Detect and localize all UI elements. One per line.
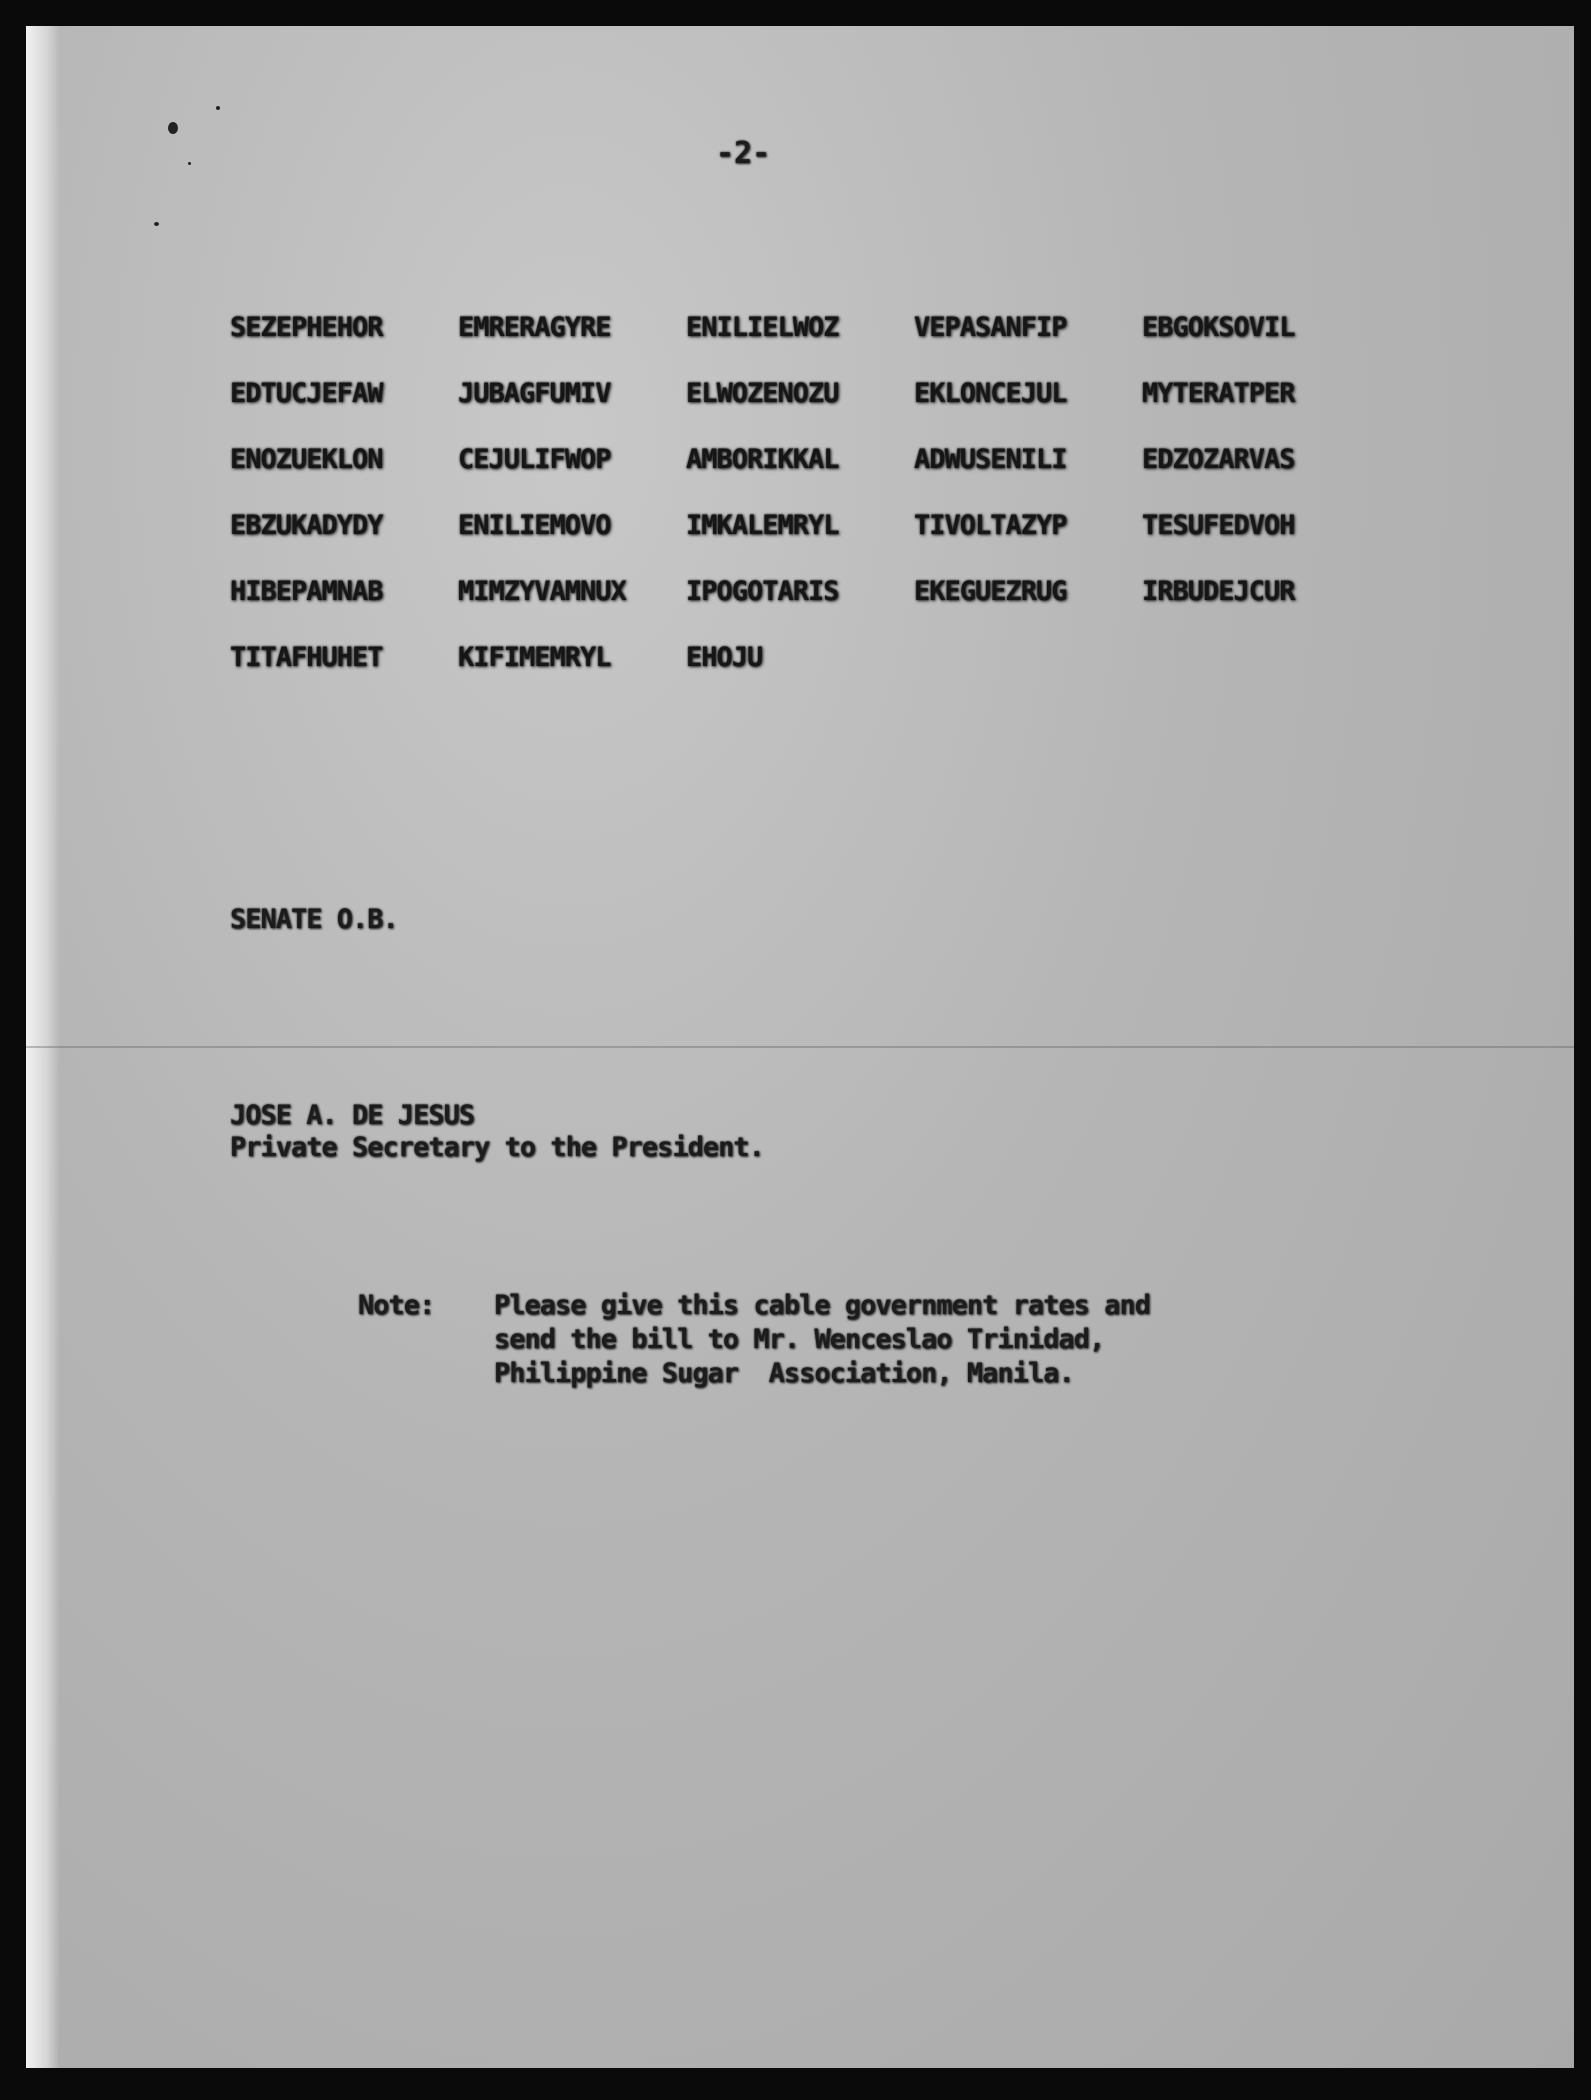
code-group: IMKALEMRYL — [686, 509, 839, 541]
code-row — [230, 558, 1370, 624]
note-line: Philippine Sugar Association, Manila. — [494, 1358, 1074, 1389]
page-number: -2- — [716, 136, 771, 171]
sign-off: SENATE O.B. — [230, 904, 398, 935]
code-group: EHOJU — [686, 641, 763, 673]
code-group: AMBORIKKAL — [686, 443, 839, 475]
code-group: EBZUKADYDY — [230, 509, 383, 541]
fold-line — [26, 1046, 1574, 1048]
code-group: TIVOLTAZYP — [914, 509, 1067, 541]
code-group: EKLONCEJUL — [914, 377, 1067, 409]
code-group: MIMZYVAMNUX — [458, 575, 626, 607]
document-page — [26, 26, 1574, 2068]
code-group: TESUFEDVOH — [1142, 509, 1295, 541]
code-row — [230, 426, 1370, 492]
code-row — [230, 492, 1370, 558]
code-group: VEPASANFIP — [914, 311, 1067, 343]
ink-speck — [188, 162, 191, 165]
code-group: IRBUDEJCUR — [1142, 575, 1295, 607]
signatory-name: JOSE A. DE JESUS — [230, 1100, 475, 1131]
code-row — [230, 360, 1370, 426]
code-row — [230, 624, 1370, 690]
code-row — [230, 294, 1370, 360]
code-group: ENILIELWOZ — [686, 311, 839, 343]
code-group: EKEGUEZRUG — [914, 575, 1067, 607]
code-group: EDZOZARVAS — [1142, 443, 1295, 475]
code-group: IPOGOTARIS — [686, 575, 839, 607]
code-group: CEJULIFWOP — [458, 443, 611, 475]
note-line: Please give this cable government rates and — [494, 1290, 1150, 1321]
code-group: EDTUCJEFAW — [230, 377, 383, 409]
code-group: TITAFHUHET — [230, 641, 383, 673]
note-line: send the bill to Mr. Wenceslao Trinidad, — [494, 1324, 1105, 1355]
code-group: KIFIMEMRYL — [458, 641, 611, 673]
ink-speck — [168, 122, 178, 134]
code-group: HIBEPAMNAB — [230, 575, 383, 607]
code-group: EBGOKSOVIL — [1142, 311, 1295, 343]
code-group: ADWUSENILI — [914, 443, 1067, 475]
code-group: JUBAGFUMIV — [458, 377, 611, 409]
code-group: ENILIEMOVO — [458, 509, 611, 541]
ink-speck — [216, 106, 220, 110]
note-text — [494, 1290, 1150, 1392]
code-group: MYTERATPER — [1142, 377, 1295, 409]
cipher-code-grid — [230, 294, 1370, 690]
code-group: ENOZUEKLON — [230, 443, 383, 475]
code-group: SEZEPHEHOR — [230, 311, 383, 343]
ink-speck — [154, 222, 159, 226]
code-group: ELWOZENOZU — [686, 377, 839, 409]
signatory-title: Private Secretary to the President. — [230, 1132, 764, 1163]
note-label: Note: — [358, 1290, 435, 1321]
code-group: EMRERAGYRE — [458, 311, 611, 343]
